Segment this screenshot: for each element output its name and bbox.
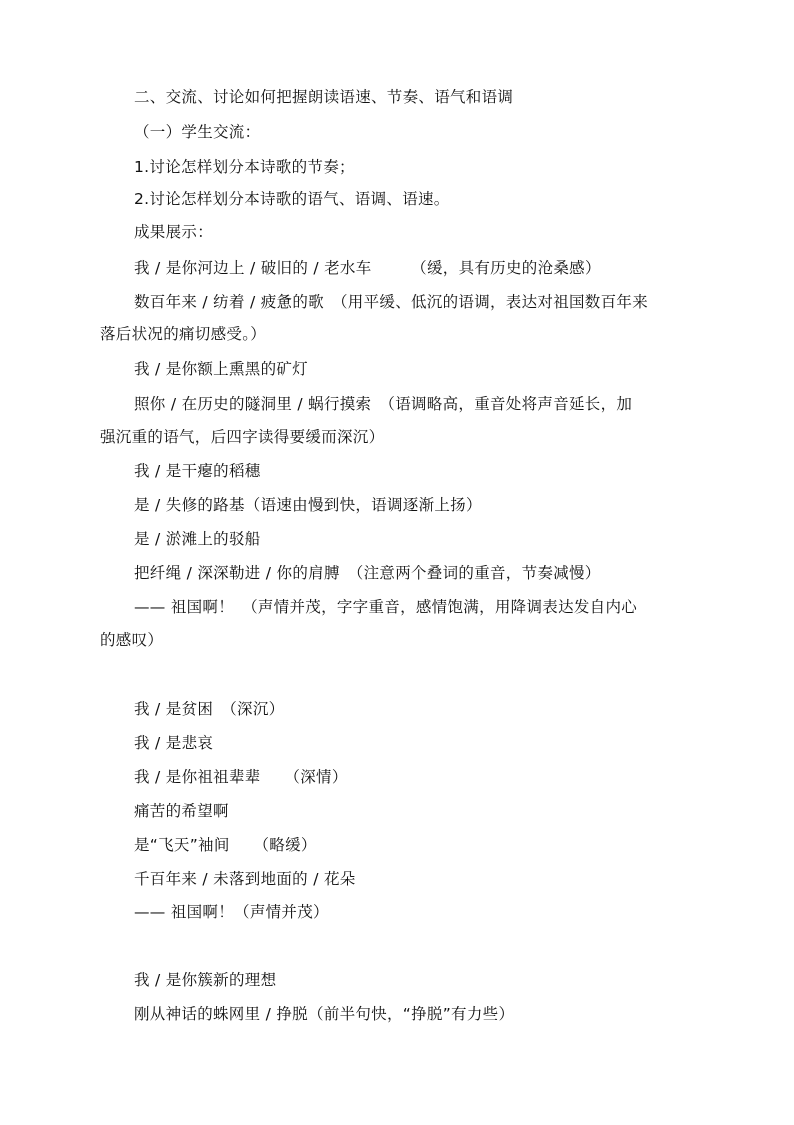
poem-line: 我 / 是贫困 （深沉） — [134, 700, 285, 718]
poem-line: 我 / 是你额上熏黑的矿灯 — [134, 360, 308, 378]
subsection-heading: （一）学生交流： — [134, 123, 261, 141]
poem-line: 我 / 是干瘪的稻穗 — [134, 462, 261, 480]
poem-line-continued: 落后状况的痛切感受。） — [100, 325, 267, 343]
poem-line: 我 / 是悲哀 — [134, 734, 214, 752]
poem-line: 我 / 是你河边上 / 破旧的 / 老水车 （缓，具有历史的沧桑感） — [134, 259, 601, 277]
poem-line: 我 / 是你簇新的理想 — [134, 971, 277, 989]
poem-line: 把纤绳 / 深深勒进 / 你的肩膊 （注意两个叠词的重音，节奏减慢） — [134, 564, 601, 582]
poem-line: 是 / 淤滩上的驳船 — [134, 530, 261, 548]
poem-line-continued: 强沉重的语气，后四字读得要缓而深沉） — [100, 428, 385, 446]
poem-line: 痛苦的希望啊 — [134, 802, 229, 820]
poem-line: 数百年来 / 纺着 / 疲惫的歌 （用平缓、低沉的语调，表达对祖国数百年来 — [134, 293, 649, 311]
poem-line: 千百年来 / 未落到地面的 / 花朵 — [134, 870, 356, 888]
poem-line-continued: 的感叹） — [100, 631, 164, 649]
poem-line: 刚从神话的蛛网里 / 挣脱（前半句快，“挣脱”有力些） — [134, 1005, 515, 1023]
section-heading: 二、交流、讨论如何把握朗读语速、节奏、语气和语调 — [134, 88, 514, 106]
discussion-item-1: 1.讨论怎样划分本诗歌的节奏； — [134, 158, 355, 176]
poem-line: —— 祖国啊！（声情并茂） — [134, 903, 329, 921]
poem-line: 我 / 是你祖祖辈辈 （深情） — [134, 768, 348, 786]
results-heading: 成果展示： — [134, 223, 214, 241]
poem-line: 照你 / 在历史的隧洞里 / 蜗行摸索 （语调略高，重音处将声音延长，加 — [134, 395, 633, 413]
poem-line: 是 / 失修的路基（语速由慢到快，语调逐渐上扬） — [134, 496, 482, 514]
poem-line: —— 祖国啊！ （声情并茂，字字重音，感情饱满，用降调表达发自内心 — [134, 598, 638, 616]
poem-line: 是“飞天”袖间 （略缓） — [134, 836, 317, 854]
discussion-item-2: 2.讨论怎样划分本诗歌的语气、语调、语速。 — [134, 190, 450, 208]
